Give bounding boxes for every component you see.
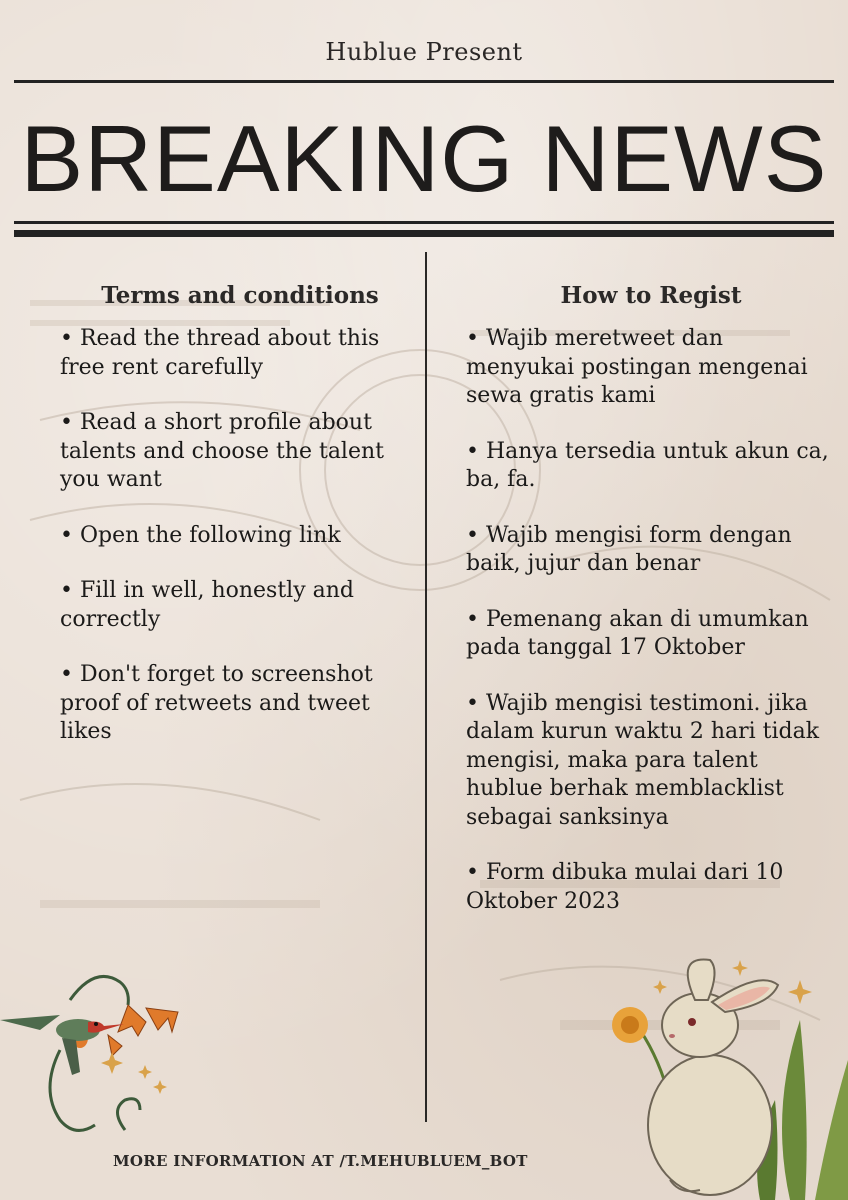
headline-rule-lower (14, 230, 834, 237)
headline-rule-upper (14, 221, 834, 224)
regist-heading: How to Regist (560, 282, 742, 309)
top-rule (14, 80, 834, 83)
list-item: • Open the following link (60, 522, 341, 548)
kicker-text: Hublue Present (325, 38, 523, 66)
column-divider (425, 252, 427, 1122)
terms-column (60, 282, 420, 774)
regist-column (466, 282, 836, 943)
list-item: • Fill in well, honestly and correctly (60, 578, 355, 632)
list-item: • Read a short profile about talents and choose the talent you want (60, 410, 384, 492)
terms-list (60, 325, 420, 747)
rabbit-illustration (600, 950, 848, 1200)
list-item: • Wajib meretweet dan menyukai postingan mengenai sewa gratis kami (466, 326, 808, 408)
list-item: • Form dibuka mulai dari 10 Oktober 2023 (466, 860, 784, 914)
list-item: • Wajib mengisi form dengan baik, jujur dan benar (466, 522, 792, 576)
list-item: • Read the thread about this free rent carefully (60, 326, 380, 380)
list-item: • Hanya tersedia untuk akun ca, ba, fa. (466, 438, 829, 492)
page-title: BREAKING NEWS (20, 106, 828, 211)
list-item: • Don't forget to screenshot proof of retweets and tweet likes (60, 662, 373, 744)
regist-list (466, 325, 836, 916)
footer-info: MORE INFORMATION AT /T.MEHUBLUEM_BOT (113, 1152, 528, 1170)
terms-heading: Terms and conditions (101, 282, 379, 309)
list-item: • Pemenang akan di umumkan pada tanggal 17 Oktober (466, 606, 809, 660)
list-item: • Wajib mengisi testimoni. jika dalam kurun waktu 2 hari tidak mengisi, maka para talent hublue berhak memblacklist sebagai sanksinya (466, 690, 820, 830)
hummingbird-illustration (0, 960, 200, 1145)
